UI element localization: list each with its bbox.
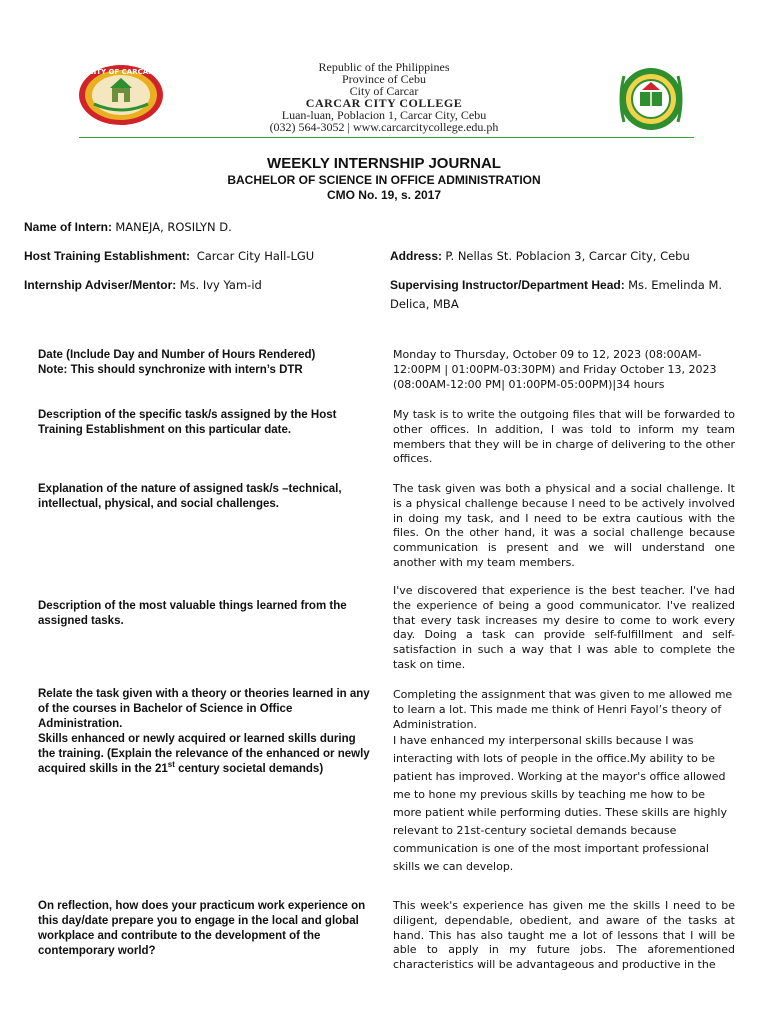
address-value: P. Nellas St. Poblacion 3, Carcar City, Cebu [445,249,690,263]
question-theory-skills [38,687,374,777]
header-line-republic: Republic of the Philippines [318,60,450,74]
answer-theory: Completing the assignment that was given to me allowed me to learn a lot. This made me think of Henri Fayol’s theory of Administration. [393,688,733,731]
question-skills [38,732,374,777]
answer-skills: I have enhanced my interpersonal skills because I was interacting with lots of people in the office.My ability to be patient has improved. Working at the mayor's office allowed me to hone my previous skills by teaching me how to be more patient while performing duties. These skills are highly relevant to 21st-century societal demands because communication is one of the most important professional skills we can develop. [393,734,728,873]
question-skills-suffix: century societal demands) [174,763,324,775]
address-field [390,247,690,265]
question-reflection: On reflection, how does your practicum work experience on this day/date prepare you to engage in the local and global workplace and contribute to the development of the contemporary world? [38,900,366,957]
question-task-nature: Explanation of the nature of assigned task/s –technical, intellectual, physical, and social challenges. [38,483,342,510]
cmo-reference: CMO No. 19, s. 2017 [326,188,442,202]
question-specific-tasks: Description of the specific task/s assigned by the Host Training Establishment on this particular date. [38,409,337,436]
question-theory: Relate the task given with a theory or theories learned in any of the courses in Bachelor of Science in Office Administration. [38,688,370,730]
answer-task-nature: The task given was both a physical and a social challenge. It is a physical challenge because I need to be actively involved in doing my task, and I need to be extra cautious with the files. On the other hand, it was a social challenge because communication is present and we will understand one another with my team members. [393,482,735,569]
answer-lessons-learned: I've discovered that experience is the best teacher. I've had the experience of being a good communicator. I've realized that every task increases my desire to come to work every day. Doing a task can provide self-fulfillment and self-satisfaction in such a way that I was able to complete the task on time. [393,584,735,671]
question-skills-superscript: st [167,760,175,770]
host-establishment-value: Carcar City Hall-LGU [196,249,315,263]
supervisor-label: Supervising Instructor/Department Head: [390,278,625,292]
host-establishment-field [24,247,314,265]
intern-name-value: MANEJA, ROSILYN D. [115,220,232,234]
supervisor-value: Ms. Emelinda M. Delica, MBA [390,278,723,311]
adviser-label: Internship Adviser/Mentor: [24,278,177,292]
header-line-province: Province of Cebu [342,72,426,86]
adviser-field [24,276,262,294]
header-divider [79,137,694,138]
journal-title: WEEKLY INTERNSHIP JOURNAL [267,155,501,172]
question-date-line: Date (Include Day and Number of Hours Rendered) [38,349,316,361]
header-line-address: Luan-luan, Poblacion 1, Carcar City, Cebu [281,108,487,122]
answer-theory-skills [393,688,735,876]
answer-specific-tasks: My task is to write the outgoing files that will be forwarded to other offices. In addition, I was told to inform my team members that they will be in charge of delivering to the other offices. [393,408,735,466]
header-line-city: City of Carcar [349,84,419,98]
adviser-value: Ms. Ivy Yam-id [179,278,262,292]
program-name: BACHELOR OF SCIENCE IN OFFICE ADMINISTRATION [227,173,541,187]
address-label: Address: [390,249,443,263]
journal-title-block [150,155,618,203]
institution-header [200,61,568,133]
question-date [38,348,374,378]
intern-name-label: Name of Intern: [24,220,113,234]
answer-reflection: This week's experience has given me the skills I need to be diligent, dependable, obedient, and aware of the tasks at hand. This has also taught me a lot of lessons that I will be able to apply in my future jobs. The aforementioned characteristics will be advantageous and productive in the [393,899,735,972]
supervisor-field [390,276,740,314]
city-of-carcar-seal-icon [78,64,164,126]
question-date-note: Note: This should synchronize with intern’s DTR [38,364,303,376]
host-establishment-label: Host Training Establishment: [24,249,191,263]
intern-name-field [24,218,232,236]
seal-text: CITY OF CARCAR [88,68,154,76]
header-line-contact: (032) 564-3052 | www.carcarcitycollege.edu.ph [269,120,499,134]
college-seal-icon [612,66,690,132]
answer-date: Monday to Thursday, October 09 to 12, 2023 (08:00AM-12:00PM | 01:00PM-03:30PM) and Friday October 13, 2023 (08:00AM-12:00 PM| 01:00PM-05:00PM)|34 hours [393,348,717,391]
question-skills-text: Skills enhanced or newly acquired or learned skills during the training. (Explain the relevance of the enhanced or newly acquired skills in the 21 [38,733,370,775]
header-line-college: CARCAR CITY COLLEGE [305,96,463,110]
question-lessons-learned: Description of the most valuable things learned from the assigned tasks. [38,600,347,627]
